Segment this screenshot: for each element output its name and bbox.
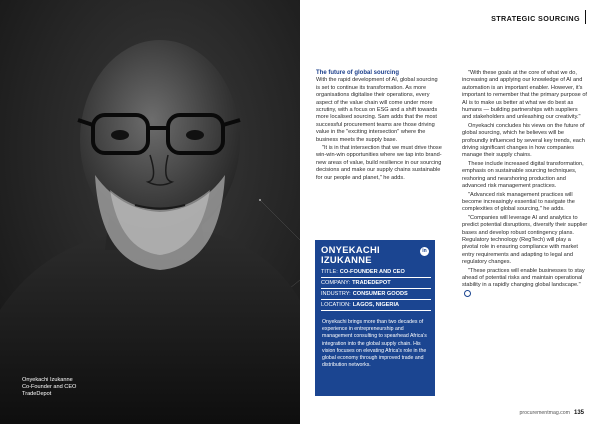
profile-bio: Onyekachi brings more than two decades of experience in entrepreneurship and management consulting to spearhead Africa's integration into the global supply chain. His vision focuses on elevating Africa's role in the global economy through improved trade and distribution networks. [322,319,427,369]
paragraph: Onyekachi concludes his views on the future of global sourcing, which he believes will be profoundly influenced by several key trends, each driving significant changes in how companies manage their supply chains. [462,122,585,159]
footer-site[interactable]: procurementmag.com [519,410,570,416]
article-page [300,0,600,424]
profile-name-line1: ONYEKACHI [321,244,380,255]
caption-company: TradeDepot [22,391,52,397]
article-subhead: The future of global sourcing [316,70,399,76]
profile-name-line2: IZUKANNE [321,254,372,265]
section-rule [585,10,586,24]
linkedin-icon[interactable]: in [420,247,429,256]
article-column-2 [462,70,588,299]
paragraph: "It is in that intersection that we must drive those win-win-win opportunities where we tap into brand-new areas of value, build resilience in our sourcing decisions and make our supply chains sustainable for our people and planet," he adds. [316,145,442,181]
field-label: TITLE: [321,269,338,275]
field-label: LOCATION: [321,302,351,308]
paragraph: "With these goals at the core of what we do, increasing and applying our knowledge of AI and automation is an important enabler. However, it's important to remember that the primary purpose of AI is to make us better at what we do best as humans — building partnerships with suppliers and stakeholders and unleashing our creativity." [462,70,587,121]
field-value: TRADEDEPOT [352,280,391,286]
page-footer [520,410,584,416]
paragraph: These include increased digital transformation, emphasis on sustainable sourcing techniques, reshoring and nearshoring production and advanced risk management practices. [462,160,584,190]
paragraph [462,268,588,299]
section-heading: STRATEGIC SOURCING [491,14,580,23]
profile-title-row [321,267,431,278]
page-number: 135 [573,410,584,416]
caption-name: Onyekachi Izukanne [22,377,73,383]
field-label: COMPANY: [321,280,351,286]
profile-industry-row [321,289,431,300]
field-value: LAGOS, NIGERIA [352,302,400,308]
paragraph: With the rapid development of AI, global sourcing is set to continue its transformation. As more organisations digitalise their operations, every aspect of the value chain will come under more scrutiny, with a focus on ESG and a shift towards more localised sourcing. Sam adds that the most successful procurement teams are those driving value in the "exciting intersection" where the business meets the supply base. [316,77,438,143]
profile-name [321,245,380,265]
field-label: INDUSTRY: [321,291,351,297]
profile-location-row [321,300,431,311]
paragraph: "Advanced risk management practices will become increasingly essential to navigate the complexities of global sourcing," he adds. [462,191,575,213]
paragraph-text: "These practices will enable businesses to stay ahead of potential risks and maintain operational stability in a rapidly changing global landscape." [462,267,585,289]
field-value: CONSUMER GOODS [352,291,408,297]
profile-box [315,240,435,396]
article-column-1 [316,70,442,183]
end-mark-icon [464,290,471,297]
photo-caption [22,377,76,398]
caption-title: Co-Founder and CEO [22,384,77,390]
paragraph: "Companies will leverage AI and analytics to predict potential disruptions, diversify their supplier bases and develop robust contingency plans. Regulatory technology (RegTech) will play a pivotal role in ensuring compliance with market entry requirements and adapting to legal and regulatory changes. [462,214,588,266]
field-value: CO-FOUNDER AND CEO [339,269,405,275]
profile-company-row [321,278,431,289]
